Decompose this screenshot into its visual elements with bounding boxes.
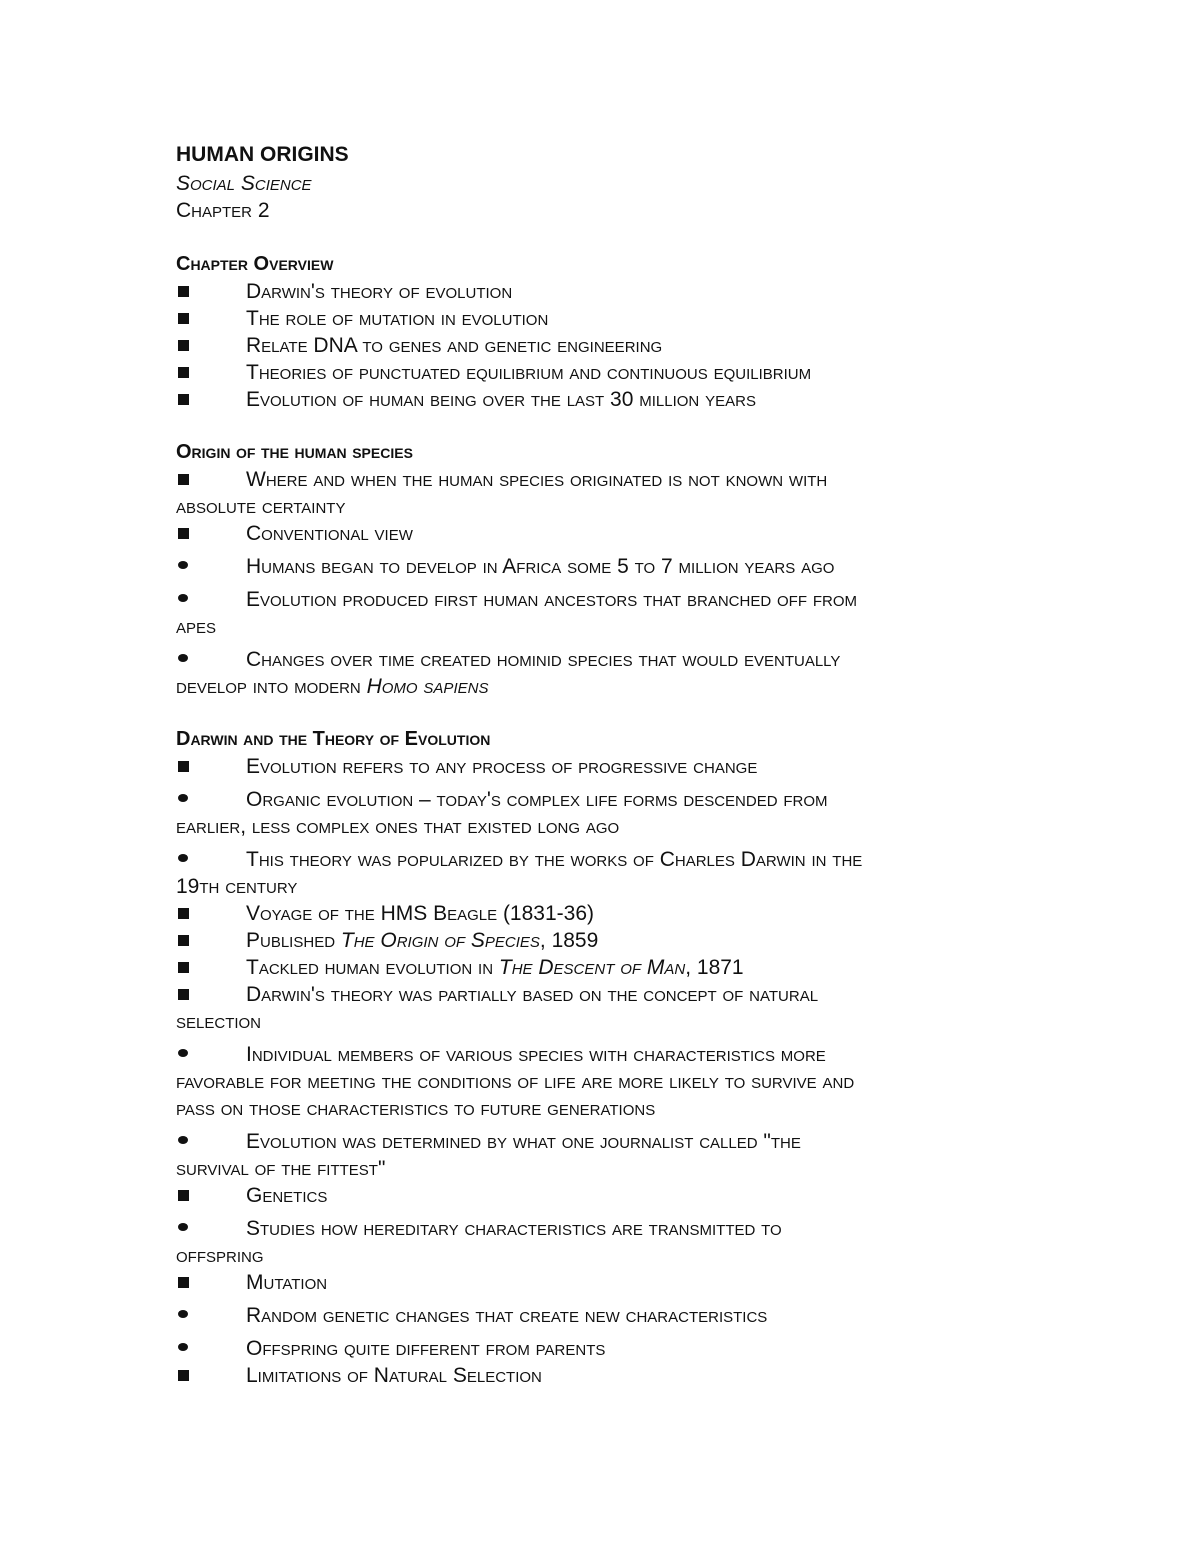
square-bullet-icon — [176, 1269, 246, 1296]
square-list-item — [176, 1362, 1036, 1389]
chapter-label: Chapter 2 — [176, 199, 270, 222]
item-text: Tackled human evolution in — [246, 956, 499, 979]
square-list-item — [176, 753, 1036, 780]
square-list-item — [176, 1269, 1036, 1296]
square-list-item — [176, 927, 1036, 954]
item-text: Published — [246, 929, 341, 952]
bullet-list-item — [176, 786, 1036, 840]
bullet-list-item — [176, 553, 1036, 580]
section-heading: Darwin and the Theory of Evolution — [176, 728, 491, 750]
square-bullet-icon — [176, 1362, 246, 1389]
square-list-item — [176, 305, 1036, 332]
item-text-continuation: earlier, less complex ones that existed long ago — [176, 815, 620, 838]
item-text: Evolution produced first human ancestors that branched off from — [246, 588, 857, 611]
round-bullet-icon — [176, 586, 246, 613]
item-italic-title: The Descent of Man — [498, 956, 686, 979]
square-list-item — [176, 981, 1036, 1035]
item-text: Changes over time created hominid species that would eventually — [246, 648, 841, 671]
item-text: Offspring quite different from parents — [246, 1337, 606, 1360]
square-list-item — [176, 520, 1036, 547]
item-text-continuation: offspring — [176, 1244, 264, 1267]
square-bullet-icon — [176, 900, 246, 927]
item-text-continuation: survival of the fittest" — [176, 1157, 386, 1180]
round-bullet-icon — [176, 846, 246, 873]
section — [176, 251, 1036, 413]
round-bullet-icon — [176, 1335, 246, 1362]
square-list-item — [176, 900, 1036, 927]
round-bullet-icon — [176, 1215, 246, 1242]
square-bullet-icon — [176, 278, 246, 305]
item-text: Evolution of human being over the last 30 million years — [246, 388, 756, 411]
square-bullet-icon — [176, 332, 246, 359]
document-body — [176, 140, 1036, 1389]
section — [176, 726, 1036, 1389]
bullet-list-item — [176, 1215, 1036, 1269]
section-heading: Origin of the human species — [176, 441, 413, 463]
item-text: Conventional view — [246, 522, 413, 545]
square-bullet-icon — [176, 981, 246, 1008]
item-text-continuation: 19th century — [176, 875, 298, 898]
sections — [176, 251, 1036, 1389]
document-subtitle: Social Science — [176, 172, 312, 195]
square-list-item — [176, 466, 1036, 520]
round-bullet-icon — [176, 646, 246, 673]
round-bullet-icon — [176, 1041, 246, 1068]
square-list-item — [176, 954, 1036, 981]
square-bullet-icon — [176, 954, 246, 981]
bullet-list-item — [176, 1335, 1036, 1362]
bullet-list-item — [176, 646, 1036, 700]
item-text-after: , 1859 — [539, 929, 599, 952]
square-bullet-icon — [176, 753, 246, 780]
item-text: Individual members of various species with characteristics more — [246, 1043, 826, 1066]
item-text-continuation: apes — [176, 615, 217, 638]
item-text: Organic evolution – today's complex life forms descended from — [246, 788, 828, 811]
square-list-item — [176, 386, 1036, 413]
item-text-after: , 1871 — [685, 956, 744, 979]
item-text: The role of mutation in evolution — [246, 307, 549, 330]
item-text: Darwin's theory of evolution — [246, 280, 513, 303]
section-heading: Chapter Overview — [176, 253, 334, 275]
item-text-continuation: selection — [176, 1010, 262, 1033]
item-italic-title: The Origin of Species — [340, 929, 540, 952]
round-bullet-icon — [176, 1302, 246, 1329]
square-bullet-icon — [176, 359, 246, 386]
item-text: Humans began to develop in Africa some 5 to 7 million years ago — [246, 555, 835, 578]
item-text: Voyage of the HMS Beagle (1831-36) — [246, 902, 594, 925]
item-text: Darwin's theory was partially based on the concept of natural — [246, 983, 819, 1006]
item-text: Studies how hereditary characteristics are transmitted to — [246, 1217, 782, 1240]
item-text: Limitations of Natural Selection — [246, 1364, 542, 1387]
document-title: HUMAN ORIGINS — [176, 143, 349, 166]
item-text: Evolution was determined by what one journalist called "the — [246, 1130, 801, 1153]
square-bullet-icon — [176, 466, 246, 493]
item-italic-term: Homo sapiens — [366, 675, 489, 698]
square-bullet-icon — [176, 520, 246, 547]
square-bullet-icon — [176, 1182, 246, 1209]
section — [176, 439, 1036, 700]
item-text: Genetics — [246, 1184, 328, 1207]
item-text: Mutation — [246, 1271, 328, 1294]
item-text: Relate DNA to genes and genetic engineering — [246, 334, 663, 357]
bullet-list-item — [176, 846, 1036, 900]
square-bullet-icon — [176, 927, 246, 954]
item-text: Theories of punctuated equilibrium and continuous equilibrium — [246, 361, 812, 384]
item-text-continuation: absolute certainty — [176, 495, 346, 518]
bullet-list-item — [176, 586, 1036, 640]
square-bullet-icon — [176, 305, 246, 332]
item-text: Where and when the human species originated is not known with — [246, 468, 828, 491]
square-list-item — [176, 278, 1036, 305]
item-text-continuation: develop into modern — [176, 675, 367, 698]
square-list-item — [176, 1182, 1036, 1209]
round-bullet-icon — [176, 786, 246, 813]
item-text-continuation: pass on those characteristics to future generations — [176, 1097, 656, 1120]
square-list-item — [176, 359, 1036, 386]
bullet-list-item — [176, 1128, 1036, 1182]
square-bullet-icon — [176, 386, 246, 413]
item-text-continuation: favorable for meeting the conditions of life are more likely to survive and — [176, 1070, 855, 1093]
bullet-list-item — [176, 1302, 1036, 1329]
item-text: Evolution refers to any process of progressive change — [246, 755, 758, 778]
round-bullet-icon — [176, 1128, 246, 1155]
item-text: Random genetic changes that create new characteristics — [246, 1304, 768, 1327]
item-text: This theory was popularized by the works of Charles Darwin in the — [246, 848, 863, 871]
round-bullet-icon — [176, 553, 246, 580]
square-list-item — [176, 332, 1036, 359]
bullet-list-item — [176, 1041, 1036, 1122]
